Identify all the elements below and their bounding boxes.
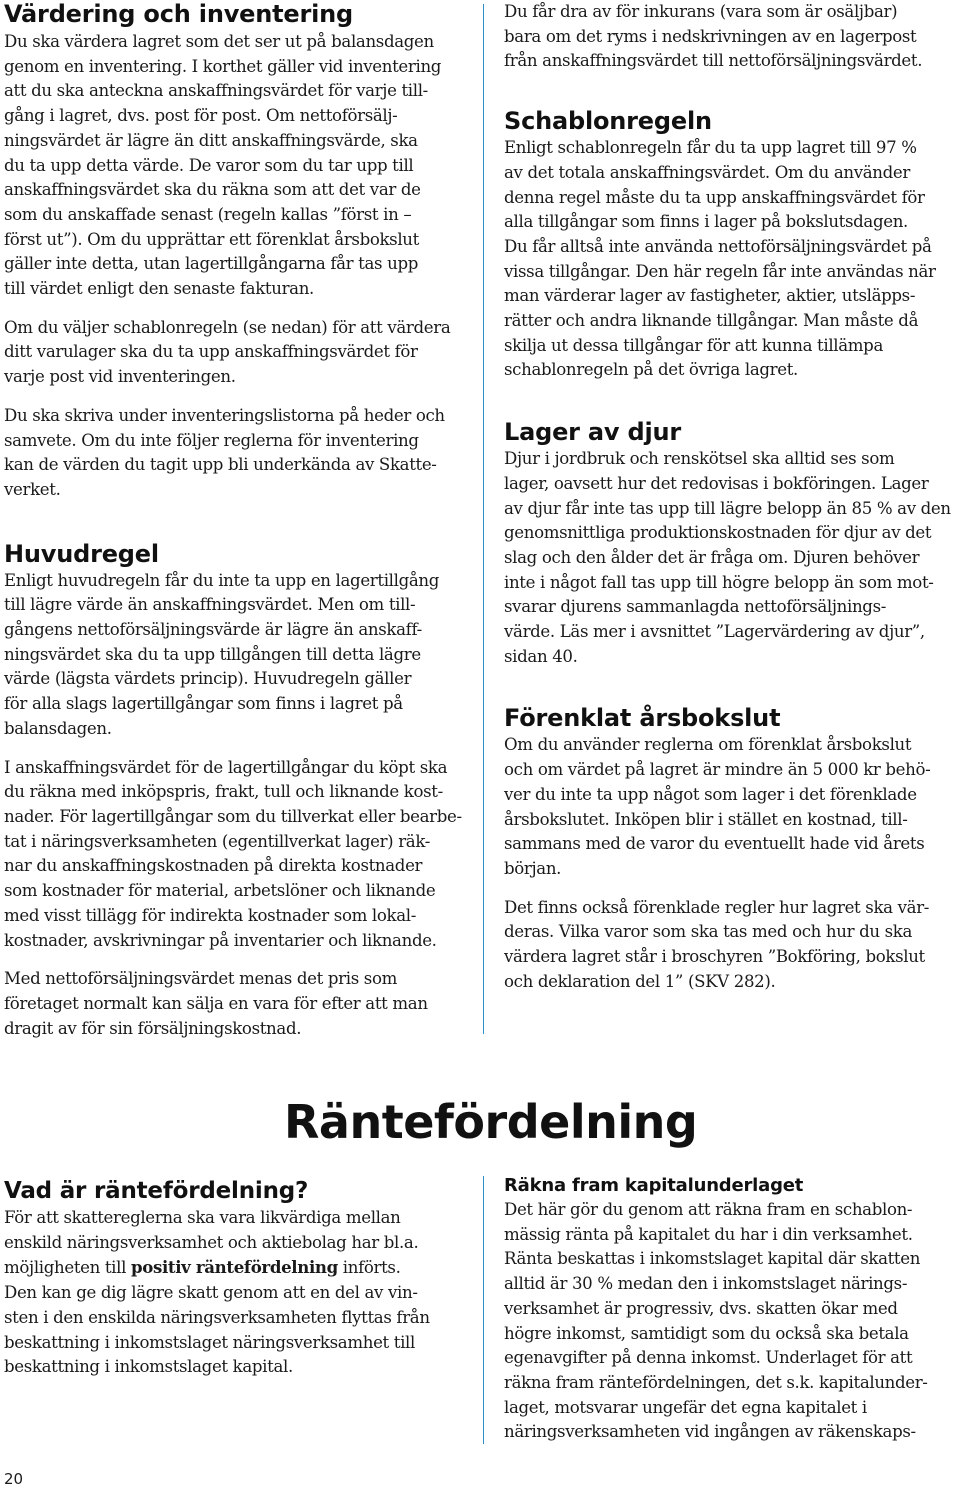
paragraph: Om du väljer schablonregeln (se nedan) för att värdera ditt varulager ska du ta upp anskaffningsvärdet för varje post vid inventeringen. xyxy=(4,317,451,387)
bottom-right-column xyxy=(504,1174,958,1445)
paragraph: Enligt huvudregeln får du inte ta upp en lagertillgång till lägre värde än anskaffningsvärdet. Men om till- gångens nettoförsäljningsvärde är lägre än anskaff- ningsvärdet ska du ta upp tillgången till detta lägre värde (lägsta värdets princip). Huvudregeln gäller för alla slags lagertillgångar som finns i lagret på balansdagen. xyxy=(4,570,439,738)
right-column xyxy=(504,0,958,995)
heading-lager-av-djur: Lager av djur xyxy=(504,418,682,447)
heading-vardering: Värdering och inventering xyxy=(4,0,353,28)
heading-huvudregel: Huvudregel xyxy=(4,539,159,568)
paragraph: Du ska skriva under inventeringslistorna på heder och samvete. Om du inte följer reglerna för inventering kan de värden du tagit upp bli underkända av Skatte- verket. xyxy=(4,405,445,499)
paragraph: Du ska värdera lagret som det ser ut på balansdagen genom en inventering. I korthet gäller vid inventering att du ska anteckna anskaffningsvärdet för varje till- gång i lagret, dvs. post för post. Om nettoförsälj- ningsvärdet är lägre än ditt anskaffningsvärde, ska du ta upp detta värde. De varor som du tar upp till anskaffningsvärdet ska du räkna som att det var de som du anskaffade senast (regeln kallas ”först in – först ut”). Om du upprättar ett förenklat årsbokslut gäller inte detta, utan lagertillgångarna får tas upp till värdet enligt den senaste fakturan. xyxy=(4,32,442,299)
paragraph: För att skattereglerna ska vara likvärdiga mellan enskild näringsverksamhet och aktiebolag har bl.a. möjligheten till positiv räntefördelning införts. Den kan ge dig lägre skatt genom att en del av vin- sten i den enskilda näringsverksamheten flyttas från beskattning i inkomstslaget näringsverksamhet till beskattning i inkomstslaget kapital. xyxy=(4,1208,430,1377)
paragraph: Det här gör du genom att räkna fram en schablon- mässig ränta på kapitalet du har i din verksamhet. Ränta beskattas i inkomstslaget kapital där skatten alltid är 30 % medan den i inkomstslaget närings- verksamhet är progressiv, dvs. skatten ökar med högre inkomst, samtidigt som du också ska betala egenavgifter på denna inkomst. Underlaget för att räkna fram räntefördelningen, det s.k. kapitalunder- laget, motsvarar ungefär det egna kapitalet i näringsverksamheten vid ingången av räkenskaps- xyxy=(504,1200,928,1442)
paragraph: Om du använder reglerna om förenklat årsbokslut och om värdet på lagret är mindre än 5 000 kr behö- ver du inte ta upp något som lager i det förenklade årsbokslutet. Inköpen blir i stället en kostnad, till- sammans med de varor du eventuellt hade vid årets början. xyxy=(504,735,931,878)
paragraph: Med nettoförsäljningsvärdet menas det pris som företaget normalt kan sälja en vara för efter att man dragit av för sin försäljningskostnad. xyxy=(4,969,428,1038)
bottom-left-column xyxy=(4,1176,460,1380)
paragraph: I anskaffningsvärdet för de lagertillgångar du köpt ska du räkna med inköpspris, frakt, tull och liknande kost- nader. För lagertillgångar som du tillverkat eller bearbe- tat i näringsverksamheten (egentillverkat lager) räk- nar du anskaffningskostnaden på direkta kostnader som kostnader för material, arbetslöner och liknande med visst tillägg för indirekta kostnader som lokal- kostnader, avskrivningar på inventarier och liknande. xyxy=(4,757,462,950)
paragraph: Du får dra av för inkurans (vara som är osäljbar) bara om det ryms i nedskrivningen av en lagerpost från anskaffningsvärdet till nettoförsäljningsvärdet. xyxy=(504,2,923,71)
paragraph: Enligt schablonregeln får du ta upp lagret till 97 % av det totala anskaffningsvärdet. Om du använder denna regel måste du ta upp anskaffningsvärdet för alla tillgångar som finns i lager på bokslutsdagen. Du får alltså inte använda nettoförsäljningsvärdet på vissa tillgångar. Den här regeln får inte användas när man värderar lager av fastigheter, aktier, utsläpps- rätter och andra liknande tillgångar. Man måste då skilja ut dessa tillgångar för att kunna tillämpa schablonregeln på det övriga lagret. xyxy=(504,138,936,380)
heading-rakna-fram-kapitalunderlaget: Räkna fram kapitalunderlaget xyxy=(504,1175,804,1196)
heading-forenklat-arsbokslut: Förenklat årsbokslut xyxy=(504,704,781,733)
left-column xyxy=(4,0,462,1041)
column-divider xyxy=(483,4,484,1034)
heading-schablonregeln: Schablonregeln xyxy=(504,107,712,136)
paragraph: Det finns också förenklade regler hur lagret ska vär- deras. Vilka varor som ska tas med och hur du ska värdera lagret står i broschyren ”Bokföring, bokslut och deklaration del 1” (SKV 282). xyxy=(504,897,930,991)
heading-vad-ar-rantefordelning: Vad är räntefördelning? xyxy=(4,1178,309,1204)
page-number: 20 xyxy=(4,1470,24,1488)
paragraph: Djur i jordbruk och renskötsel ska alltid ses som lager, oavsett hur det redovisas i bokföringen. Lager av djur får inte tas upp till lägre belopp än 85 % av den genomsnittliga produktionskostnaden för djur av det slag och den ålder det är fråga om. Djuren behöver inte i något fall tas upp till högre belopp än som mot- svarar djurens sammanlagda nettoförsäljnings- värde. Läs mer i avsnittet ”Lagervärdering av djur”, sidan 40. xyxy=(504,449,951,666)
section-title: Räntefördelning xyxy=(284,1095,698,1149)
column-divider-lower xyxy=(483,1176,484,1444)
bold-term: positiv räntefördelning xyxy=(130,1257,338,1278)
